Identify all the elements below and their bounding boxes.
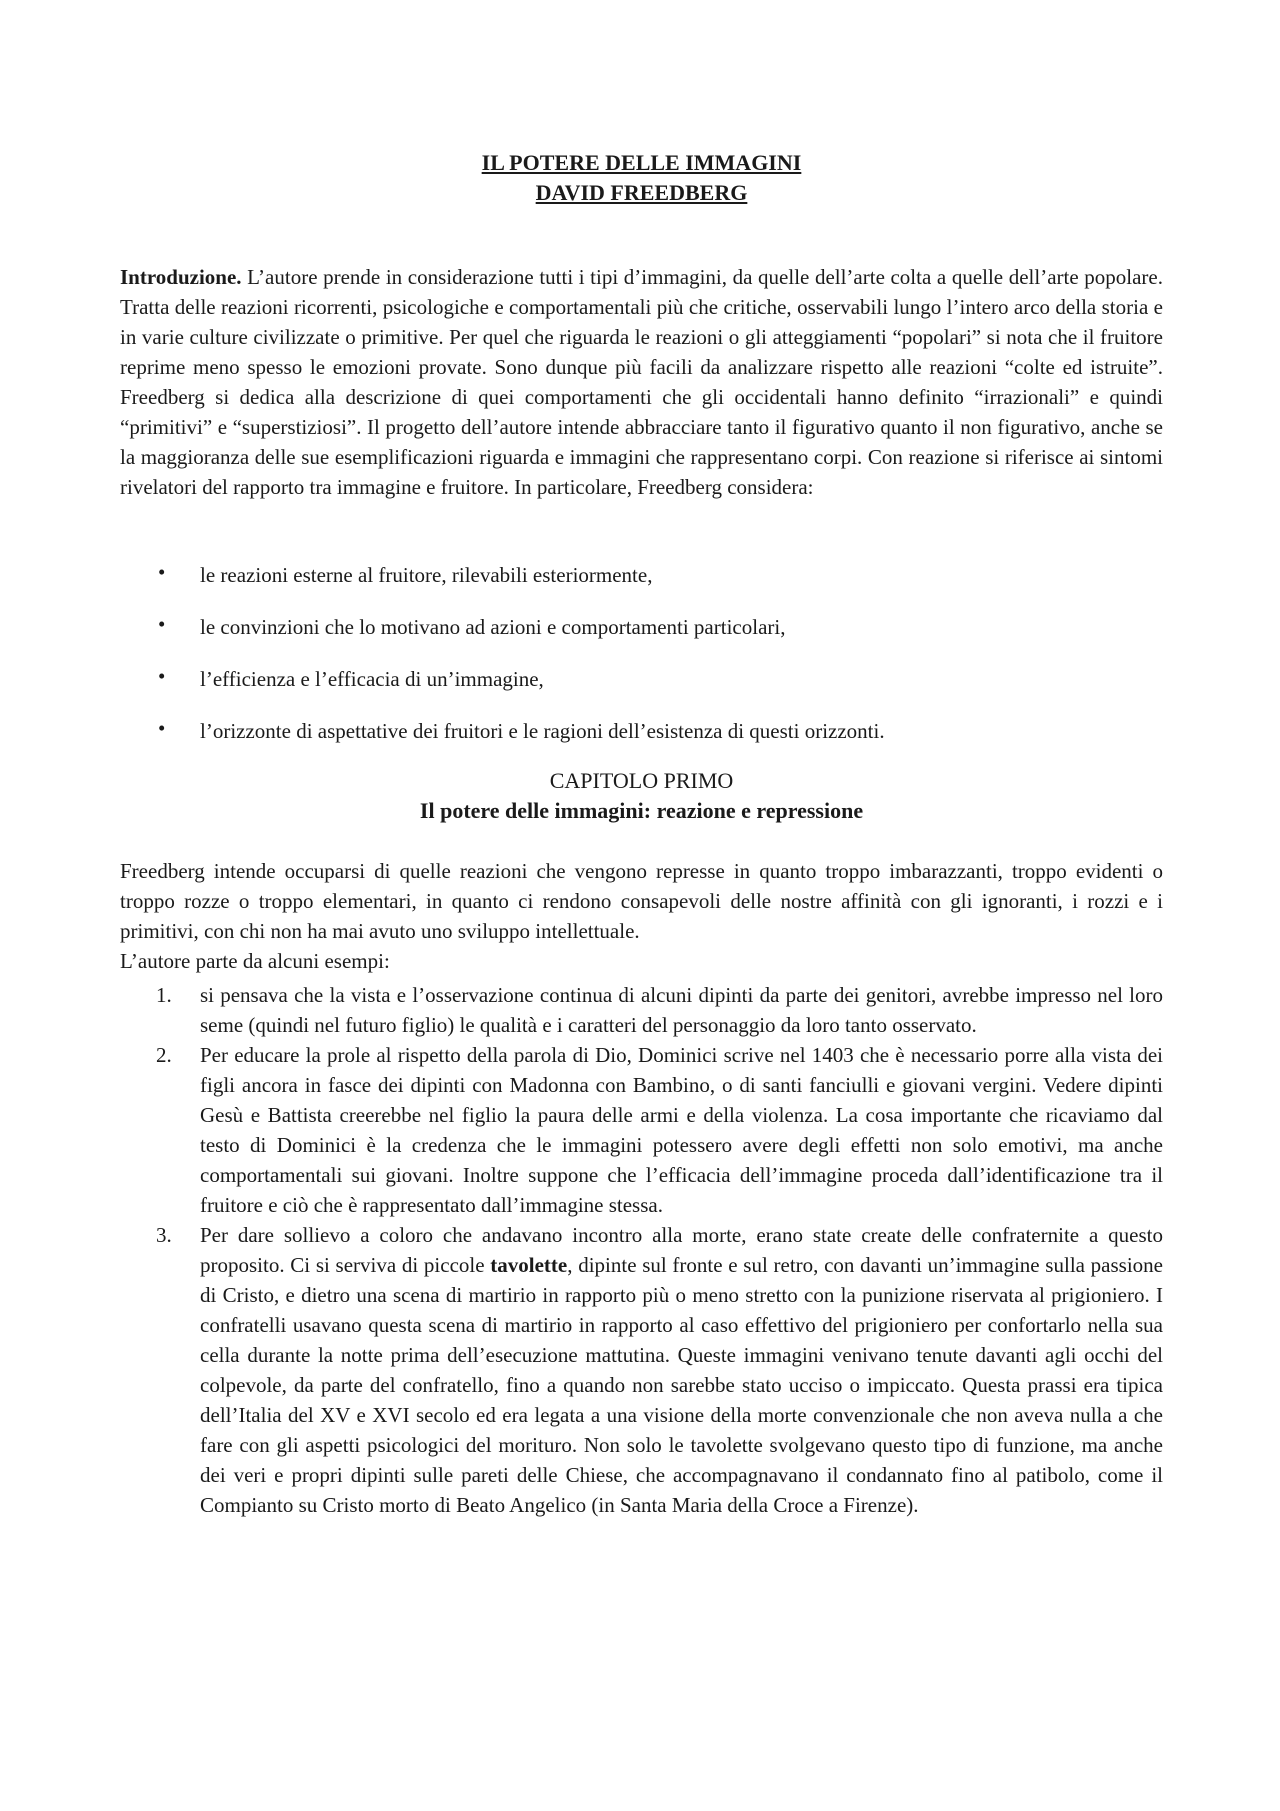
- list-item-text: le reazioni esterne al fruitore, rilevabili esteriormente,: [200, 563, 653, 587]
- examples-intro: L’autore parte da alcuni esempi:: [120, 949, 390, 973]
- list-item-text-after: , dipinte sul fronte e sul retro, con davanti un’immagine sulla passione di Cristo, e dietro una scena di martirio in rapporto più o meno stretto con la punizione riservata al prigioniero. I confratelli usavano questa scena di martirio in rapporto al caso effettivo del prigioniero per confortarlo nella sua cella durante la notte prima dell’esecuzione mattutina. Queste immagini venivano tenute davanti agli occhi del colpevole, da parte del confratello, fino a quando non sarebbe stato ucciso o impiccato. Questa prassi era tipica dell’Italia del XV e XVI secolo ed era legata a una visione della morte convenzionale che non aveva nulla a che fare con gli aspetti psicologici del morituro. Non solo le tavolette svolgevano questo tipo di funzione, ma anche dei veri e propri dipinti sulle pareti delle Chiese, che accompagnavano il condannato fino al patibolo, come il Compianto su Cristo morto di Beato Angelico (in Santa Maria della Croce a Firenze).: [200, 1253, 1163, 1517]
- list-item: [120, 664, 1163, 716]
- intro-lead: Introduzione.: [120, 265, 242, 289]
- list-number: 3.: [156, 1223, 172, 1247]
- chapter-heading-block: [120, 766, 1163, 826]
- bullet-marker: •: [158, 560, 166, 584]
- list-item-text: le convinzioni che lo motivano ad azioni e comportamenti particolari,: [200, 615, 786, 639]
- list-item: [120, 1040, 1163, 1220]
- chapter-subtitle: Il potere delle immagini: reazione e repressione: [419, 798, 864, 823]
- list-item-text: Per educare la prole al rispetto della parola di Dio, Dominici scrive nel 1403 che è necessario porre alla vista dei figli ancora in fasce dei dipinti con Madonna con Bambino, o di santi fanciulli e giovani vergini. Vedere dipinti Gesù e Battista creerebbe nel figlio la paura delle armi e della violenza. La cosa importante che ricaviamo dal testo di Dominici è la credenza che le immagini potessero avere degli effetti non solo emotivi, ma anche comportamentali sui giovani. Inoltre suppone che l’efficacia dell’immagine proceda dall’identificazione tra il fruitore e ciò che è rappresentato dall’immagine stessa.: [200, 1043, 1163, 1217]
- chapter-body: [120, 856, 1163, 976]
- list-item: [120, 1220, 1163, 1520]
- list-number: 1.: [156, 983, 172, 1007]
- chapter-paragraph: Freedberg intende occuparsi di quelle reazioni che vengono represse in quanto troppo imbarazzanti, troppo evidenti o troppo rozze o troppo elementari, in quanto ci rendono consapevoli delle nostre affinità con gli ignoranti, i rozzi e i primitivi, con chi non ha mai avuto uno sviluppo intellettuale.: [120, 859, 1163, 943]
- bullet-marker: •: [158, 612, 166, 636]
- list-item-bold-term: tavolette: [490, 1253, 568, 1277]
- list-item: [120, 612, 1163, 664]
- list-item: [120, 980, 1163, 1040]
- list-item-text-before: Per dare sollievo a coloro che andavano incontro alla morte, erano state create delle confraternite a questo proposito. Ci si serviva di piccole: [200, 1223, 1163, 1277]
- document-author: DAVID FREEDBERG: [535, 180, 748, 205]
- intro-paragraph: [120, 262, 1163, 502]
- intro-text: L’autore prende in considerazione tutti i tipi d’immagini, da quelle dell’arte colta a quelle dell’arte popolare. Tratta delle reazioni ricorrenti, psicologiche e comportamentali più che critiche, osservabili lungo l’intero arco della storia e in varie culture civilizzate o primitive. Per quel che riguarda le reazioni o gli atteggiamenti “popolari” si nota che il fruitore reprime meno spesso le emozioni provate. Sono dunque più facili da analizzare rispetto alle reazioni “colte ed istruite”. Freedberg si dedica alla descrizione di quei comportamenti che gli occidentali hanno definito “irrazionali” e quindi “primitivi” e “superstiziosi”. Il progetto dell’autore intende abbracciare tanto il figurativo quanto il non figurativo, anche se la maggioranza delle sue esemplificazioni riguarda e immagini che rappresentano corpi. Con reazione si riferisce ai sintomi rivelatori del rapporto tra immagine e fruitore. In particolare, Freedberg considera:: [120, 265, 1163, 499]
- list-item: [120, 716, 1163, 768]
- examples-list: [120, 980, 1163, 1520]
- chapter-heading: CAPITOLO PRIMO: [549, 768, 734, 793]
- reactions-list: [120, 560, 1163, 768]
- list-item: [120, 560, 1163, 612]
- list-item-text: si pensava che la vista e l’osservazione continua di alcuni dipinti da parte dei genitori, avrebbe impresso nel loro seme (quindi nel futuro figlio) le qualità e i caratteri del personaggio da loro tanto osservato.: [200, 983, 1163, 1037]
- list-item-text: l’efficienza e l’efficacia di un’immagine,: [200, 667, 544, 691]
- bullet-marker: •: [158, 664, 166, 688]
- list-item-text: l’orizzonte di aspettative dei fruitori e le ragioni dell’esistenza di questi orizzonti.: [200, 719, 885, 743]
- intro-section: [120, 262, 1163, 502]
- document-title-block: [120, 148, 1163, 208]
- bullet-marker: •: [158, 716, 166, 740]
- document-title: IL POTERE DELLE IMMAGINI: [481, 150, 802, 175]
- list-number: 2.: [156, 1043, 172, 1067]
